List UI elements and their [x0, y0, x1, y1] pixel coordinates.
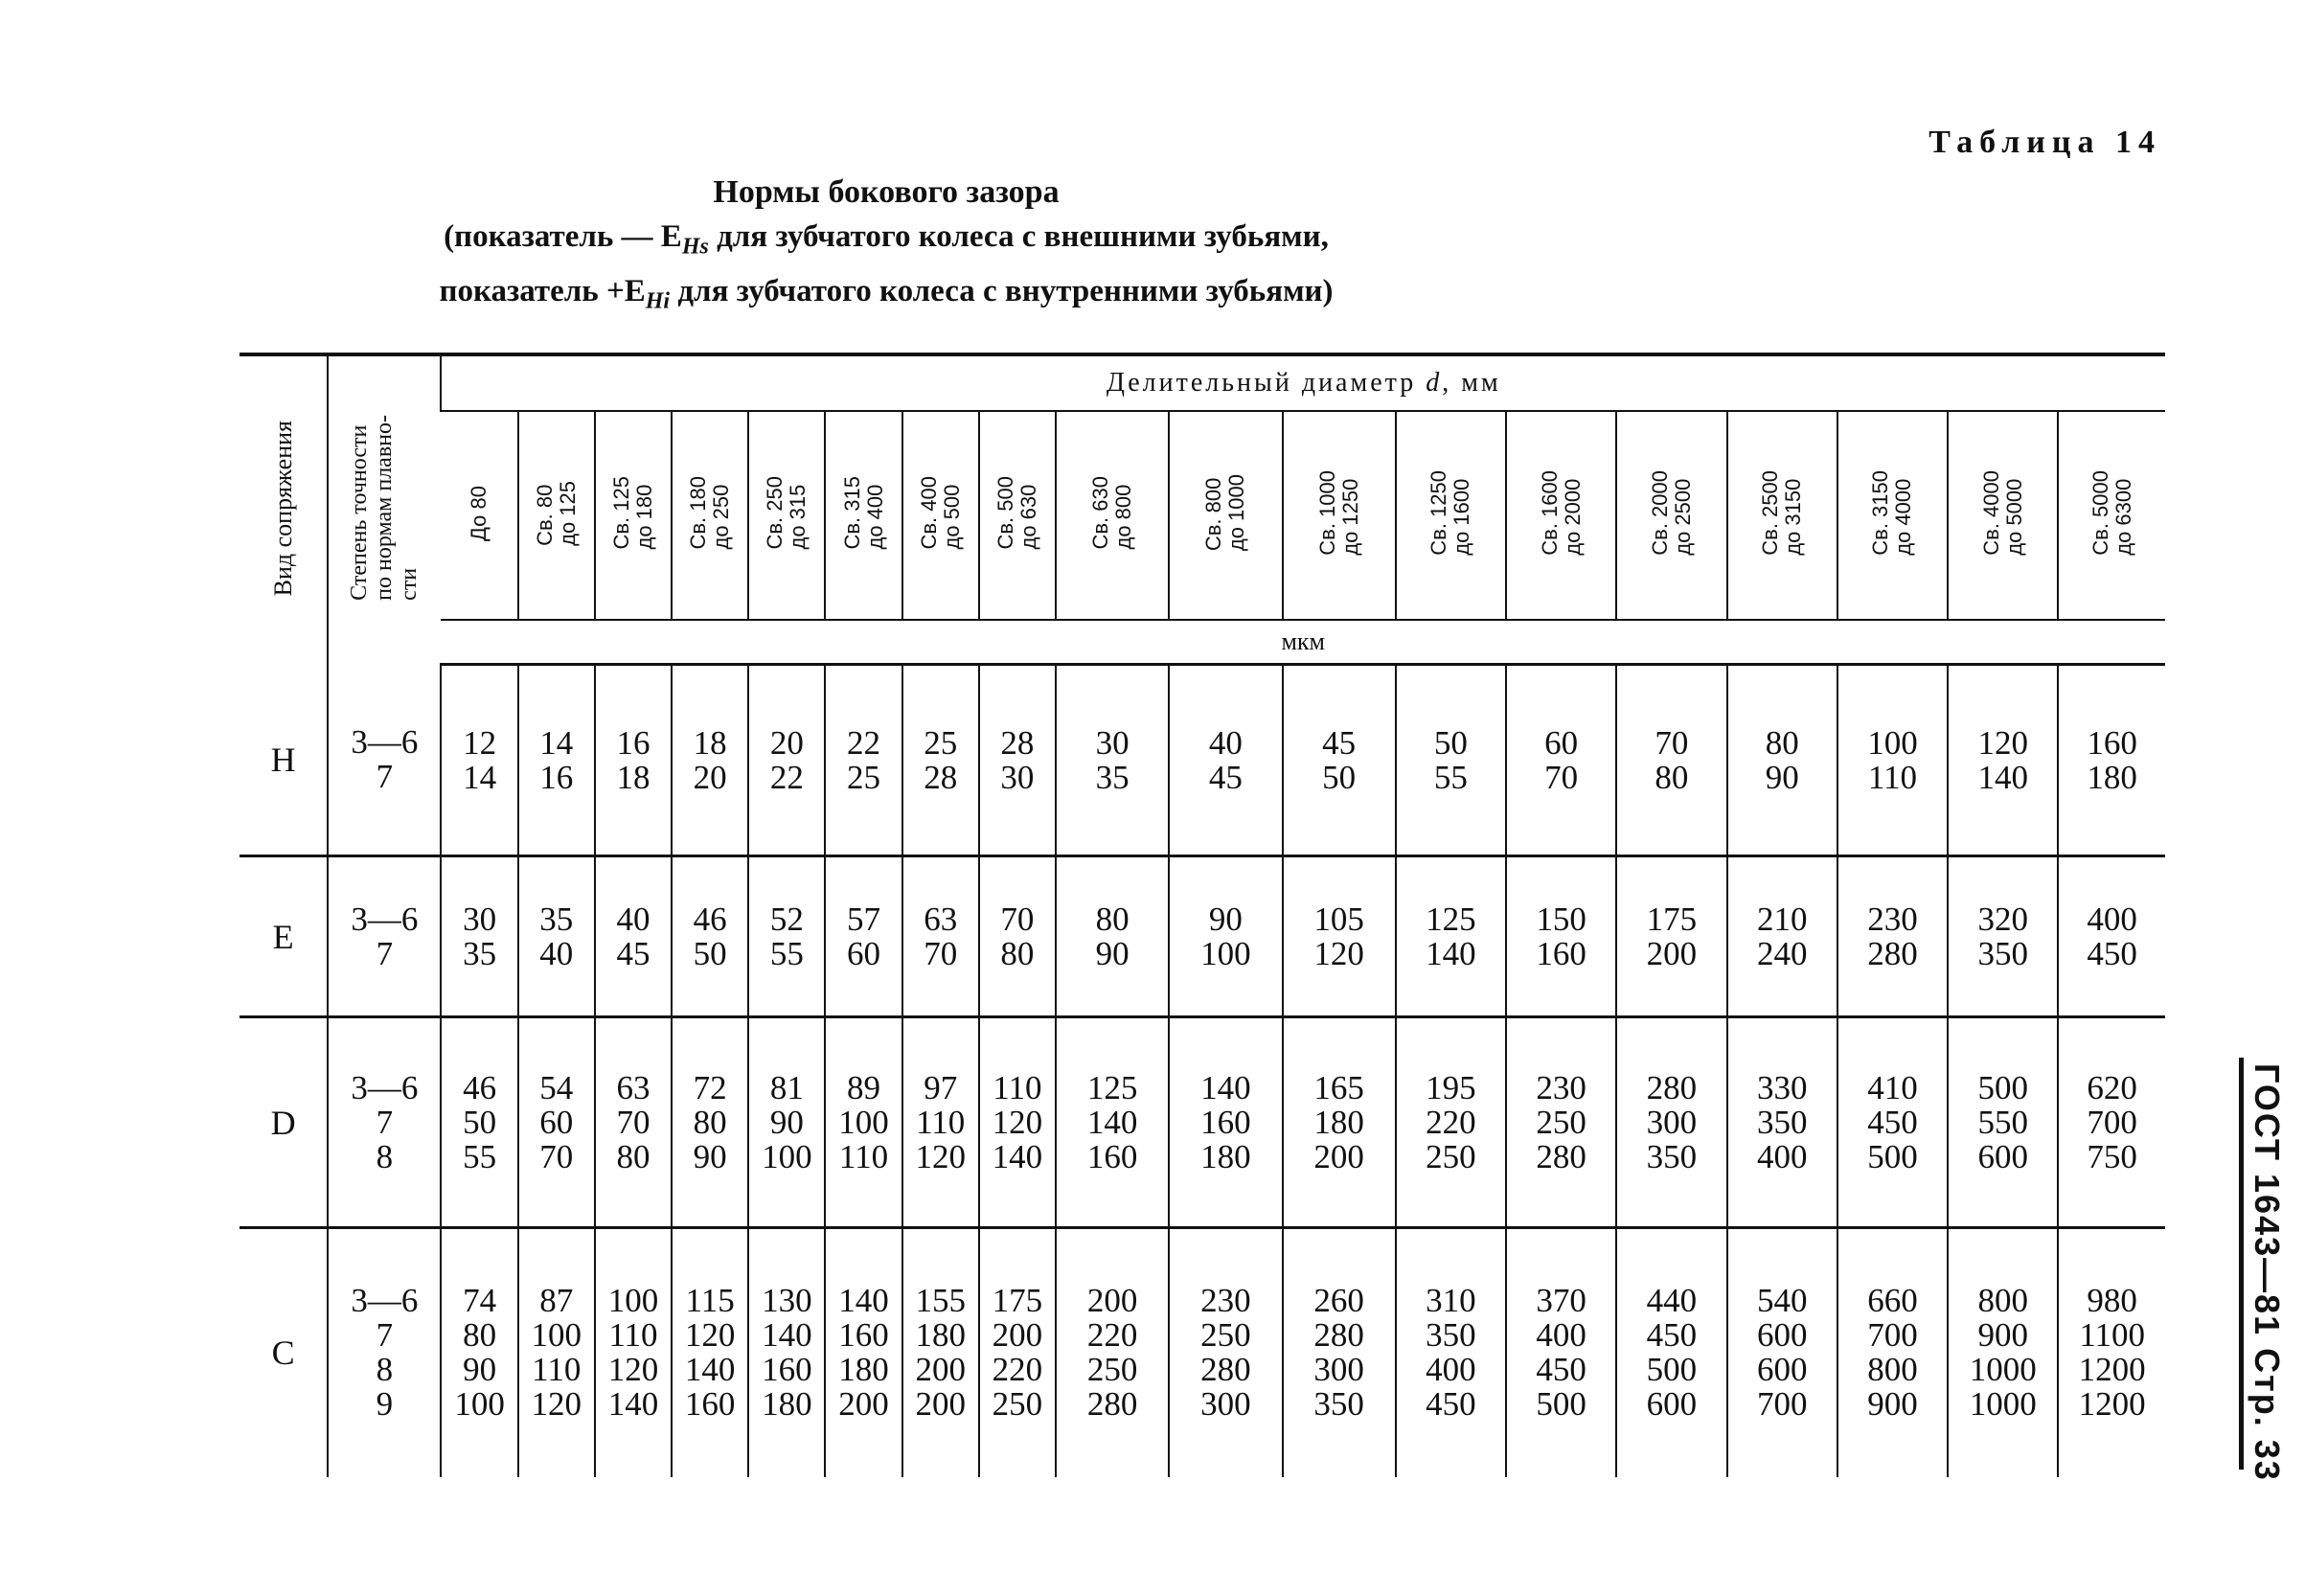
backlash-value-cell: 370 400 450 500	[1506, 1228, 1616, 1477]
header-pitch-diameter	[441, 354, 2165, 411]
backlash-value-cell: 45 50	[1283, 665, 1396, 856]
mating-group-row	[240, 1017, 2165, 1228]
diameter-range-header	[748, 411, 825, 620]
side-note-text: ГОСТ 1643—81 Стр. 33	[2248, 1063, 2287, 1482]
backlash-value-cell: 620 700 750	[2058, 1017, 2165, 1228]
backlash-value-cell: 81 90 100	[748, 1017, 825, 1228]
backlash-value-cell: 195 220 250	[1396, 1017, 1506, 1228]
diameter-range-header	[672, 411, 748, 620]
backlash-value-cell: 14 16	[518, 665, 595, 856]
backlash-value-cell: 16 18	[595, 665, 672, 856]
backlash-value-cell: 90 100	[1169, 856, 1282, 1017]
title-line-2-subscript: Hs	[681, 234, 709, 260]
backlash-value-cell: 70 80	[1616, 665, 1726, 856]
backlash-value-cell: 130 140 160 180	[748, 1228, 825, 1477]
diameter-range-header	[1396, 411, 1506, 620]
backlash-value-cell: 410 450 500	[1837, 1017, 1948, 1228]
backlash-value-cell: 800 900 1000 1000	[1948, 1228, 2058, 1477]
backlash-value-cell: 100 110 120 140	[595, 1228, 672, 1477]
accuracy-degree-cell: 3—6 7 8 9	[328, 1228, 441, 1477]
backlash-value-cell: 89 100 110	[825, 1017, 901, 1228]
backlash-value-cell: 400 450	[2058, 856, 2165, 1017]
diameter-range-header	[902, 411, 979, 620]
backlash-value-cell: 230 250 280	[1506, 1017, 1616, 1228]
backlash-value-cell: 60 70	[1506, 665, 1616, 856]
backlash-value-cell: 330 350 400	[1727, 1017, 1837, 1228]
backlash-value-cell: 160 180	[2058, 665, 2165, 856]
backlash-value-cell: 57 60	[825, 856, 901, 1017]
diameter-range-label: Св. 500 до 630	[993, 476, 1040, 550]
title-line-3-start: показатель +E	[439, 273, 646, 308]
title-line-3	[0, 269, 1772, 324]
backlash-value-cell: 125 140	[1396, 856, 1506, 1017]
diameter-range-header	[1727, 411, 1837, 620]
diameter-range-header	[518, 411, 595, 620]
backlash-value-cell: 46 50	[672, 856, 748, 1017]
backlash-value-cell: 540 600 600 700	[1727, 1228, 1837, 1477]
table-number-label: Таблица 14	[1928, 125, 2161, 160]
backlash-value-cell: 125 140 160	[1056, 1017, 1169, 1228]
backlash-value-cell: 72 80 90	[672, 1017, 748, 1228]
diameter-range-header	[1056, 411, 1169, 620]
diameter-range-header	[1506, 411, 1616, 620]
mating-type-cell: H	[240, 665, 328, 856]
backlash-value-cell: 100 110	[1837, 665, 1948, 856]
backlash-value-cell: 52 55	[748, 856, 825, 1017]
title-line-1: Нормы бокового зазора	[713, 174, 1060, 210]
header-diameter-unit: , мм	[1442, 368, 1501, 398]
backlash-value-cell: 115 120 140 160	[672, 1228, 748, 1477]
diameter-range-header	[1169, 411, 1282, 620]
title-line-2-start: (показатель — E	[444, 219, 682, 254]
mating-type-cell: C	[271, 1334, 295, 1373]
diameter-range-header	[1948, 411, 2058, 620]
backlash-value-cell: 280 300 350	[1616, 1017, 1726, 1228]
diameter-range-header	[979, 411, 1056, 620]
diameter-range-header	[1283, 411, 1396, 620]
backlash-value-cell: 30 35	[441, 856, 517, 1017]
header-accuracy-degree-label: Степень точности по нормам плавно- сти	[347, 415, 422, 602]
diameter-range-header	[1616, 411, 1726, 620]
diameter-range-label: Св. 1600 до 2000	[1537, 470, 1585, 556]
diameter-range-label: Св. 315 до 400	[839, 476, 887, 550]
accuracy-degree-cell: 3—6 7	[328, 665, 441, 856]
backlash-value-cell: 260 280 300 350	[1283, 1228, 1396, 1477]
mating-group-row	[240, 1228, 2165, 1477]
diameter-ranges-row	[240, 411, 2165, 620]
backlash-value-cell: 150 160	[1506, 856, 1616, 1017]
mating-group-row	[240, 665, 2165, 856]
backlash-value-cell: 310 350 400 450	[1396, 1228, 1506, 1477]
diameter-range-label: Св. 3150 до 4000	[1868, 470, 1916, 556]
backlash-value-cell: 50 55	[1396, 665, 1506, 856]
diameter-range-label: Св. 630 до 800	[1088, 476, 1136, 550]
backlash-value-cell: 97 110 120	[902, 1017, 979, 1228]
header-diameter-text: Делительный диаметр	[1106, 368, 1426, 398]
backlash-value-cell: 30 35	[1056, 665, 1169, 856]
backlash-value-cell: 63 70	[902, 856, 979, 1017]
backlash-value-cell: 12 14	[441, 665, 517, 856]
backlash-value-cell: 74 80 90 100	[441, 1228, 517, 1477]
backlash-value-cell: 175 200 220 250	[979, 1228, 1056, 1477]
backlash-value-cell: 80 90	[1727, 665, 1837, 856]
diameter-range-header	[595, 411, 672, 620]
diameter-range-label: Св. 1000 до 1250	[1314, 470, 1362, 556]
backlash-value-cell: 87 100 110 120	[518, 1228, 595, 1477]
title-line-3-subscript: Hi	[645, 288, 671, 314]
backlash-norms-table	[240, 353, 2165, 1477]
table-title	[0, 171, 1772, 323]
accuracy-degree-cell: 3—6 7 8	[328, 1017, 441, 1228]
diameter-range-label: Св. 800 до 1000	[1201, 474, 1249, 552]
mating-type-cell: D	[240, 1017, 328, 1228]
title-line-3-end: для зубчатого колеса с внутренними зубьями)	[670, 273, 1334, 308]
backlash-value-cell: 660 700 800 900	[1837, 1228, 1948, 1477]
backlash-value-cell: 140 160 180	[1169, 1017, 1282, 1228]
backlash-value-cell: 22 25	[825, 665, 901, 856]
header-mating-type	[240, 354, 328, 665]
header-accuracy-degree	[328, 354, 441, 665]
backlash-value-cell: 230 250 280 300	[1169, 1228, 1282, 1477]
backlash-value-cell: 35 40	[518, 856, 595, 1017]
backlash-value-cell: 63 70 80	[595, 1017, 672, 1228]
diameter-range-label: Св. 5000 до 6300	[2088, 470, 2135, 556]
header-mating-type-label: Вид сопряжения	[268, 420, 297, 596]
mating-group-row	[240, 856, 2165, 1017]
backlash-value-cell: 320 350	[1948, 856, 2058, 1017]
diameter-range-header	[825, 411, 901, 620]
page-side-note	[2247, 1063, 2294, 1482]
backlash-value-cell: 40 45	[595, 856, 672, 1017]
backlash-value-cell: 28 30	[979, 665, 1056, 856]
backlash-value-cell: 40 45	[1169, 665, 1282, 856]
diameter-range-label: Св. 400 до 500	[916, 476, 964, 550]
backlash-value-cell: 46 50 55	[441, 1017, 517, 1228]
diameter-range-label: До 80	[467, 485, 491, 541]
backlash-value-cell: 25 28	[902, 665, 979, 856]
diameter-range-label: Св. 2000 до 2500	[1647, 470, 1695, 556]
header-diameter-symbol: d	[1426, 368, 1443, 398]
diameter-range-header	[2058, 411, 2165, 620]
diameter-range-label: Св. 80 до 125	[532, 480, 580, 546]
title-line-2	[0, 215, 1772, 269]
backlash-value-cell: 105 120	[1283, 856, 1396, 1017]
table-body	[240, 665, 2165, 1477]
diameter-range-label: Св. 1250 до 1600	[1426, 470, 1474, 556]
backlash-value-cell: 54 60 70	[518, 1017, 595, 1228]
backlash-value-cell: 80 90	[1056, 856, 1169, 1017]
backlash-value-cell: 20 22	[748, 665, 825, 856]
mating-type-cell: E	[240, 856, 328, 1017]
backlash-value-cell: 200 220 250 280	[1056, 1228, 1169, 1477]
backlash-value-cell: 440 450 500 600	[1616, 1228, 1726, 1477]
diameter-range-label: Св. 125 до 180	[608, 476, 656, 550]
side-rule	[2239, 1058, 2244, 1470]
diameter-range-header	[1837, 411, 1948, 620]
backlash-value-cell: 110 120 140	[979, 1017, 1056, 1228]
diameter-range-header	[441, 411, 517, 620]
header-unit: мкм	[441, 620, 2165, 665]
backlash-value-cell: 70 80	[979, 856, 1056, 1017]
backlash-value-cell: 120 140	[1948, 665, 2058, 856]
diameter-range-label: Св. 180 до 250	[686, 476, 734, 550]
backlash-value-cell: 210 240	[1727, 856, 1837, 1017]
backlash-value-cell: 175 200	[1616, 856, 1726, 1017]
backlash-value-cell: 500 550 600	[1948, 1017, 2058, 1228]
diameter-range-label: Св. 4000 до 5000	[1978, 470, 2026, 556]
diameter-range-label: Св. 2500 до 3150	[1758, 470, 1806, 556]
backlash-value-cell: 165 180 200	[1283, 1017, 1396, 1228]
backlash-value-cell: 155 180 200 200	[902, 1228, 979, 1477]
backlash-value-cell: 18 20	[672, 665, 748, 856]
backlash-value-cell: 980 1100 1200 1200	[2058, 1228, 2165, 1477]
diameter-range-label: Св. 250 до 315	[763, 476, 810, 550]
title-line-2-end: для зубчатого колеса с внешними зубьями,	[708, 219, 1329, 254]
backlash-value-cell: 140 160 180 200	[825, 1228, 901, 1477]
accuracy-degree-cell: 3—6 7	[328, 856, 441, 1017]
backlash-value-cell: 230 280	[1837, 856, 1948, 1017]
